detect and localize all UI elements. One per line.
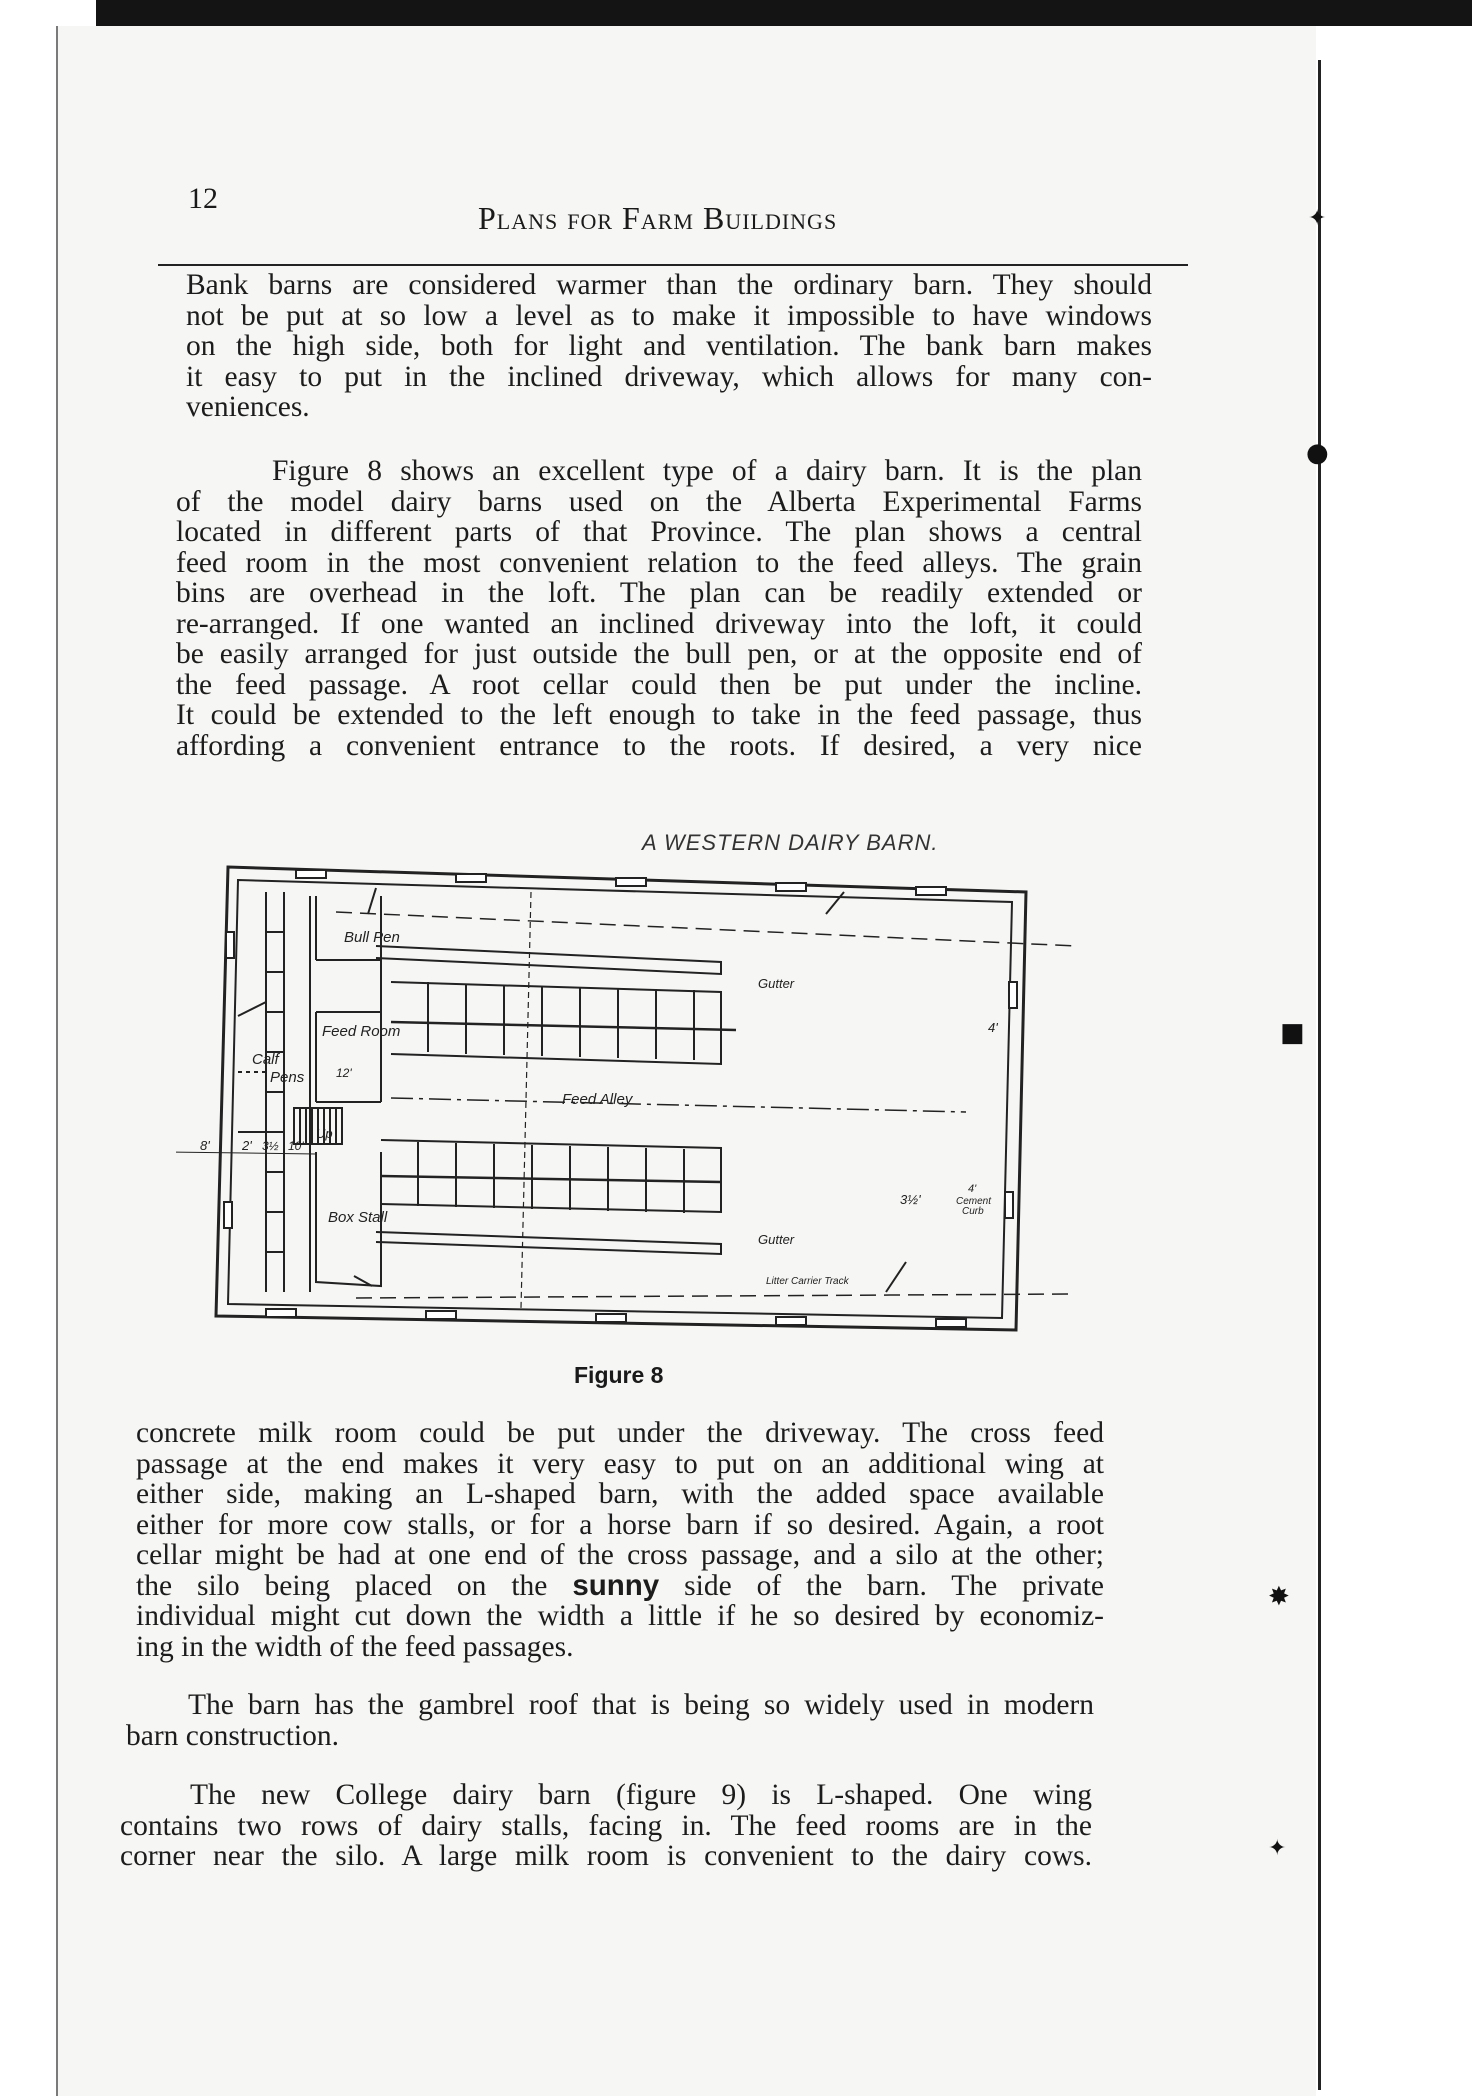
text-line: be easily arranged for just outside the bull pen, or at the opposite end of — [176, 638, 1142, 670]
binding-mark: ■ — [1280, 1018, 1305, 1048]
paragraph-4 — [126, 1690, 1094, 1751]
text-line: It could be extended to the left enough to take in the feed passage, thus — [176, 699, 1142, 731]
dimension-label: 3½' — [900, 1192, 921, 1207]
figure-title: A WESTERN DAIRY BARN. — [642, 830, 939, 855]
facing-page-strip — [1316, 26, 1472, 2096]
text-line — [136, 1568, 1104, 1602]
text-line: ing in the width of the feed passages. — [136, 1630, 574, 1663]
figure-caption: Figure 8 — [574, 1362, 664, 1388]
text-line: the feed passage. A root cellar could then be put under the incline. — [176, 668, 1142, 701]
text-line: individual might cut down the width a little if he so desired by economiz- — [136, 1600, 1104, 1632]
text-line: passage at the end makes it very easy to put on an additional wing at — [136, 1447, 1104, 1480]
dimension-label: 2' — [242, 1138, 252, 1153]
text-line: it easy to put in the inclined driveway, which allows for many con- — [186, 360, 1152, 393]
label-litter-track: Litter Carrier Track — [766, 1276, 849, 1287]
paragraph-5 — [120, 1780, 1092, 1872]
text-line: The barn has the gambrel roof that is being so widely used in modern — [188, 1689, 1094, 1721]
binding-mark: ✦ — [1308, 206, 1327, 231]
text-line: on the high side, both for light and ventilation. The bank barn makes — [186, 330, 1152, 362]
dimension-label: 10' — [288, 1139, 304, 1153]
label-bull-pen: Bull Pen — [344, 929, 400, 946]
dimension-label: 3½ — [262, 1139, 279, 1153]
text-line: barn construction. — [126, 1719, 339, 1752]
label-gutter-bottom: Gutter — [758, 1232, 795, 1247]
label-gutter-top: Gutter — [758, 976, 795, 991]
text-line: either side, making an L-shaped barn, with the added space available — [136, 1478, 1104, 1510]
text-line: located in different parts of that Province. The plan shows a central — [176, 516, 1142, 548]
paragraph-3 — [136, 1418, 1104, 1662]
text-line: not be put at so low a level as to make it impossible to have windows — [186, 299, 1152, 332]
binding-line — [1318, 60, 1321, 2090]
dimension-label: 12' — [336, 1066, 352, 1080]
label-calf-pens: Pens — [270, 1069, 305, 1086]
dimension-label: 4' — [988, 1020, 998, 1035]
text-segment: the silo being placed on the — [136, 1569, 548, 1602]
text-line: of the model dairy barns used on the Alberta Experimental Farms — [176, 485, 1142, 518]
text-line: re-arranged. If one wanted an inclined driveway into the loft, it could — [176, 607, 1142, 640]
text-line: veniences. — [186, 391, 310, 423]
binding-mark: ✸ — [1268, 1582, 1290, 1612]
text-line: corner near the silo. A large milk room is convenient to the dairy cows. — [120, 1840, 1092, 1872]
barn-floor-plan — [176, 852, 1096, 1352]
text-line: contains two rows of dairy stalls, facing in. The feed rooms are in the — [120, 1809, 1092, 1842]
label-cement-curb: Curb — [962, 1206, 984, 1217]
header-rule — [158, 264, 1188, 266]
text-segment: side of the barn. The private — [684, 1569, 1104, 1602]
text-line: bins are overhead in the loft. The plan can be readily extended or — [176, 577, 1142, 609]
label-calf-pens: Calf — [252, 1051, 279, 1068]
dimension-label: 4' — [968, 1183, 977, 1195]
text-line: Figure 8 shows an excellent type of a dairy barn. It is the plan — [272, 455, 1142, 487]
text-line: either for more cow stalls, or for a horse barn if so desired. Again, a root — [136, 1508, 1104, 1541]
page-number: 12 — [188, 182, 218, 215]
binding-mark: ● — [1306, 438, 1329, 468]
running-title: Plans for Farm Buildings — [478, 200, 838, 236]
label-up: Up — [316, 1126, 333, 1141]
paragraph-1 — [186, 270, 1152, 423]
scan-top-border — [96, 0, 1472, 26]
label-cement-curb: Cement — [956, 1196, 992, 1207]
label-box-stall: Box Stall — [328, 1209, 388, 1226]
bold-word: sunny — [572, 1568, 660, 1602]
page-edge — [56, 26, 58, 2096]
binding-mark: ✦ — [1268, 1836, 1287, 1861]
label-feed-room: Feed Room — [322, 1023, 401, 1040]
text-line: feed room in the most convenient relation to the feed alleys. The grain — [176, 546, 1142, 579]
dimension-label: 8' — [200, 1138, 210, 1153]
text-line: affording a convenient entrance to the roots. If desired, a very nice — [176, 729, 1142, 762]
text-line: The new College dairy barn (figure 9) is L-shaped. One wing — [190, 1779, 1092, 1811]
paragraph-2 — [176, 456, 1142, 761]
text-line: cellar might be had at one end of the cross passage, and a silo at the other; — [136, 1539, 1104, 1571]
text-line: Bank barns are considered warmer than the ordinary barn. They should — [186, 269, 1152, 301]
text-line: concrete milk room could be put under the driveway. The cross feed — [136, 1417, 1104, 1449]
label-feed-alley: Feed Alley — [562, 1091, 633, 1108]
